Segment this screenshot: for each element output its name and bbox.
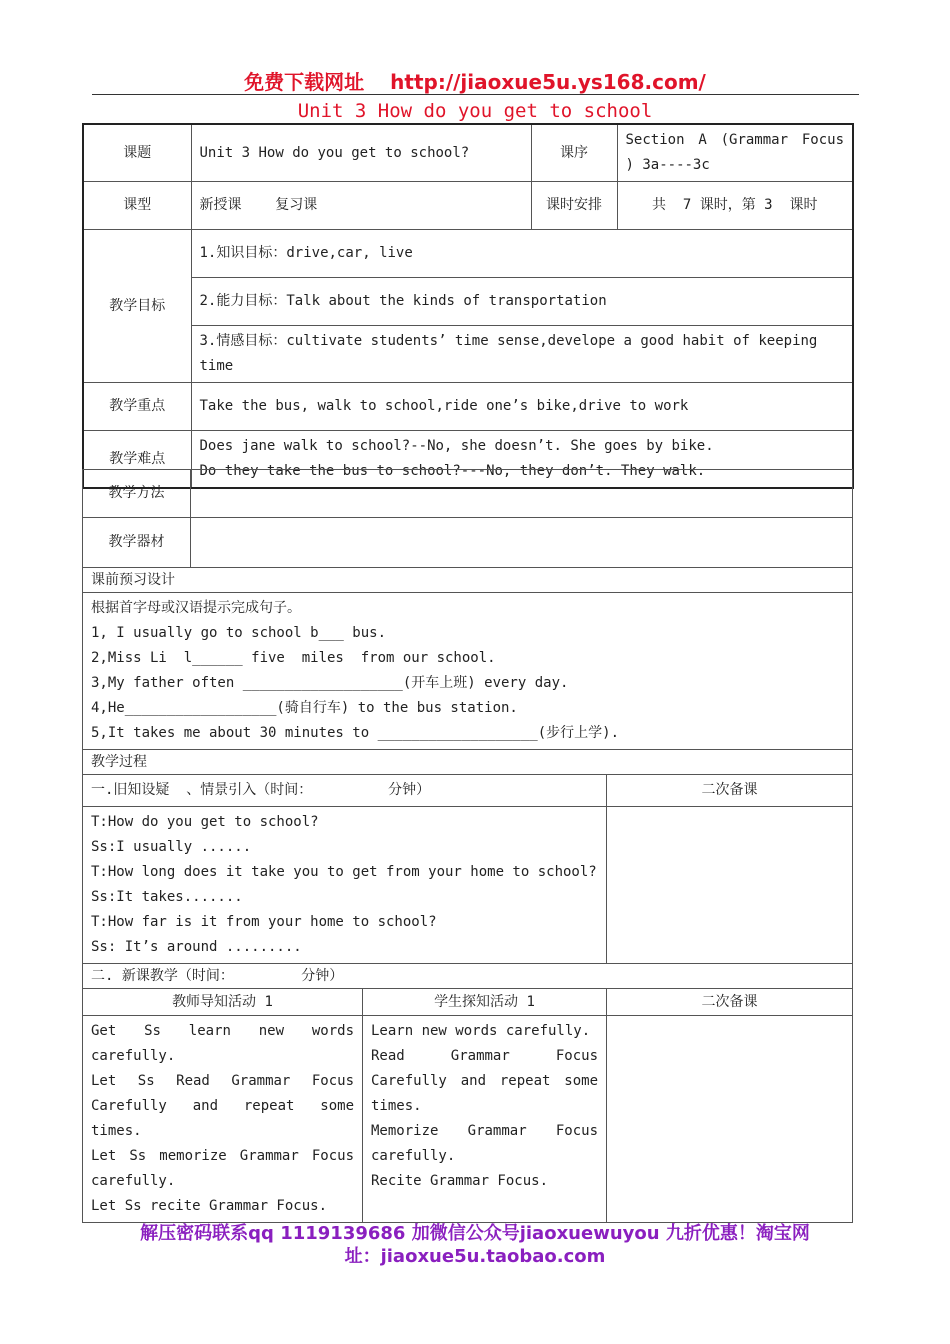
teacher-activity-content [83, 1016, 363, 1223]
key-point-value: Take the bus, walk to school,ride one’s bike,drive to work [191, 383, 853, 431]
dialogue-line-5: T:How far is it from your home to school? [91, 914, 437, 930]
difficulty-label: 教学难点 [83, 431, 191, 489]
process-heading: 教学过程 [83, 750, 853, 775]
student-activity-heading: 学生探知活动 1 [363, 989, 607, 1016]
schedule-label: 课时安排 [531, 182, 617, 230]
preview-item-2: 2,Miss Li l______ five miles from our school. [91, 650, 496, 666]
key-point-label: 教学重点 [83, 383, 191, 431]
part1-secondary-notes [607, 807, 853, 964]
student-line-3: Memorize Grammar Focus carefully. [371, 1123, 598, 1164]
schedule-value: 共 7 课时，第 3 课时 [617, 182, 853, 230]
dialogue-line-4: Ss:It takes....... [91, 889, 243, 905]
part2-secondary-notes [607, 1016, 853, 1223]
lesson-info-table [82, 123, 854, 489]
goal-knowledge: 1.知识目标：drive,car, live [191, 230, 853, 278]
dialogue-line-6: Ss: It’s around ......... [91, 939, 302, 955]
footer-line-2[interactable]: 址：jiaoxue5u.taobao.com [344, 1246, 606, 1267]
part2-secondary-prep: 二次备课 [607, 989, 853, 1016]
teacher-activity-heading: 教师导知活动 1 [83, 989, 363, 1016]
type-label: 课型 [83, 182, 191, 230]
dialogue-line-1: T:How do you get to school? [91, 814, 319, 830]
page-title: Unit 3 How do you get to school [297, 100, 653, 122]
preview-item-4: 4,He__________________(骑自行车) to the bus station. [91, 700, 518, 716]
part1-secondary-prep: 二次备课 [607, 775, 853, 807]
teacher-line-2: Let Ss Read Grammar Focus Carefully and repeat some times. [91, 1073, 354, 1139]
header-divider [92, 94, 859, 95]
preview-instruction: 根据首字母或汉语提示完成句子。 [91, 600, 301, 616]
teacher-line-3: Let Ss memorize Grammar Focus carefully. [91, 1148, 354, 1189]
topic-label: 课题 [83, 124, 191, 182]
type-value: 新授课 复习课 [191, 182, 531, 230]
teacher-line-1: Get Ss learn new words carefully. [91, 1023, 354, 1064]
dialogue-line-2: Ss:I usually ...... [91, 839, 252, 855]
student-line-4: Recite Grammar Focus. [371, 1173, 549, 1189]
lesson-process-table [82, 469, 853, 1223]
part1-heading: 一.旧知设疑 、情景引入（时间： 分钟） [83, 775, 607, 807]
difficulty-line-1: Does jane walk to school?--No, she doesn’t. She goes by bike. [199, 438, 714, 454]
footer-line-1: 解压密码联系qq 1119139686 加微信公众号jiaoxuewuyou 九折优惠！淘宝网 [140, 1223, 810, 1244]
preview-item-1: 1, I usually go to school b___ bus. [91, 625, 387, 641]
page-header [0, 66, 950, 95]
student-activity-content [363, 1016, 607, 1223]
equipment-label: 教学器材 [83, 518, 191, 568]
student-line-1: Learn new words carefully. [371, 1023, 591, 1039]
topic-value: Unit 3 How do you get to school? [191, 124, 531, 182]
goals-label: 教学目标 [83, 230, 191, 383]
method-value [191, 470, 853, 518]
header-url-link[interactable]: http://jiaoxue5u.ys168.com/ [390, 70, 706, 94]
header-left-text: 免费下载网址 [244, 70, 365, 94]
lesson-value: Section A (Grammar Focus ) 3a----3c [617, 124, 853, 182]
method-label: 教学方法 [83, 470, 191, 518]
preview-heading: 课前预习设计 [83, 568, 853, 593]
preview-content [83, 593, 853, 750]
part1-content [83, 807, 607, 964]
equipment-value [191, 518, 853, 568]
goal-emotion: 3.情感目标：cultivate students’ time sense,develope a good habit of keeping time [191, 326, 853, 383]
lesson-label: 课序 [531, 124, 617, 182]
preview-item-3: 3,My father often ___________________(开车上班) every day. [91, 675, 569, 691]
teacher-line-4: Let Ss recite Grammar Focus. [91, 1198, 328, 1214]
preview-item-5: 5,It takes me about 30 minutes to ___________________(步行上学). [91, 725, 620, 741]
goal-ability: 2.能力目标：Talk about the kinds of transportation [191, 278, 853, 326]
dialogue-line-3: T:How long does it take you to get from your home to school? [91, 864, 597, 880]
difficulty-line-2: Do they take the bus to school?---No, they don’t. They walk. [199, 463, 706, 479]
part2-heading: 二. 新课教学（时间： 分钟） [83, 964, 853, 989]
student-line-2: Read Grammar Focus Carefully and repeat some times. [371, 1048, 598, 1114]
